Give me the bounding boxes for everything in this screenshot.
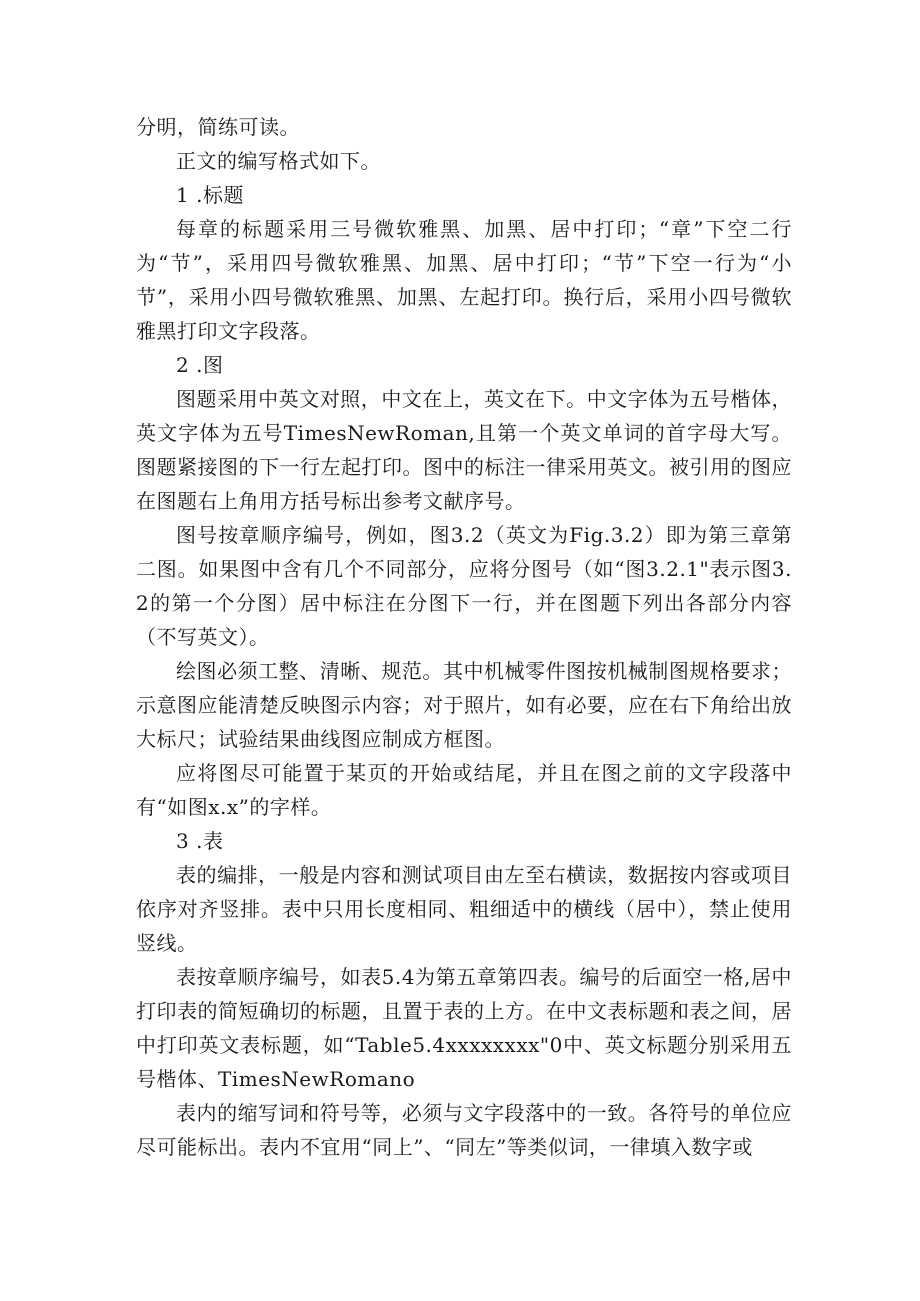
section-heading-figure: 2 .图 [176, 353, 224, 377]
paragraph-continuation: 分明，简练可读。 [136, 115, 300, 139]
paragraph-title-format: 每章的标题采用三号微软雅黑、加黑、居中打印；“章”下空二行为“节”，采用四号微软雅黑、加黑、居中打印；“节”下空一行为“小节”，采用小四号微软雅黑、加黑、左起打印。换行后，采用小四号微软雅黑打印文字段落。 [136, 217, 792, 343]
paragraph-table-layout: 表的编排，一般是内容和测试项目由左至右横读，数据按内容或项目依序对齐竖排。表中只用长度相同、粗细适中的横线（居中），禁止使用竖线。 [136, 863, 792, 955]
section-heading-table: 3 .表 [176, 829, 224, 853]
paragraph-intro: 正文的编写格式如下。 [176, 149, 381, 173]
paragraph-figure-numbering: 图号按章顺序编号，例如，图3.2（英文为Fig.3.2）即为第三章第二图。如果图中含有几个不同部分，应将分图号（如“图3.2.1"表示图3.2的第一个分图）居中标注在分图下一行，并在图题下列出各部分内容（不写英文）。 [136, 523, 792, 649]
paragraph-figure-caption: 图题采用中英文对照，中文在上，英文在下。中文字体为五号楷体，英文字体为五号TimesNewRoman,且第一个英文单词的首字母大写。图题紧接图的下一行左起打印。图中的标注一律采用英文。被引用的图应在图题右上角用方括号标出参考文献序号。 [136, 387, 792, 513]
paragraph-table-abbreviations: 表内的缩写词和符号等，必须与文字段落中的一致。各符号的单位应尽可能标出。表内不宜用“同上”、“同左”等类似词，一律填入数字或 [136, 1101, 792, 1159]
section-heading-title: 1 .标题 [176, 183, 244, 207]
paragraph-figure-placement: 应将图尽可能置于某页的开始或结尾，并且在图之前的文字段落中有“如图x.x”的字样。 [136, 761, 792, 819]
document-body [136, 110, 792, 1164]
paragraph-table-numbering: 表按章顺序编号，如表5.4为第五章第四表。编号的后面空一格,居中打印表的简短确切的标题，且置于表的上方。在中文表标题和表之间，居中打印英文表标题，如“Table5.4xxxxxxxx"0中、英文标题分别采用五号楷体、TimesNewRomano [136, 965, 792, 1091]
paragraph-figure-drawing: 绘图必须工整、清晰、规范。其中机械零件图按机械制图规格要求；示意图应能清楚反映图示内容；对于照片，如有必要，应在右下角给出放大标尺；试验结果曲线图应制成方框图。 [136, 659, 792, 751]
